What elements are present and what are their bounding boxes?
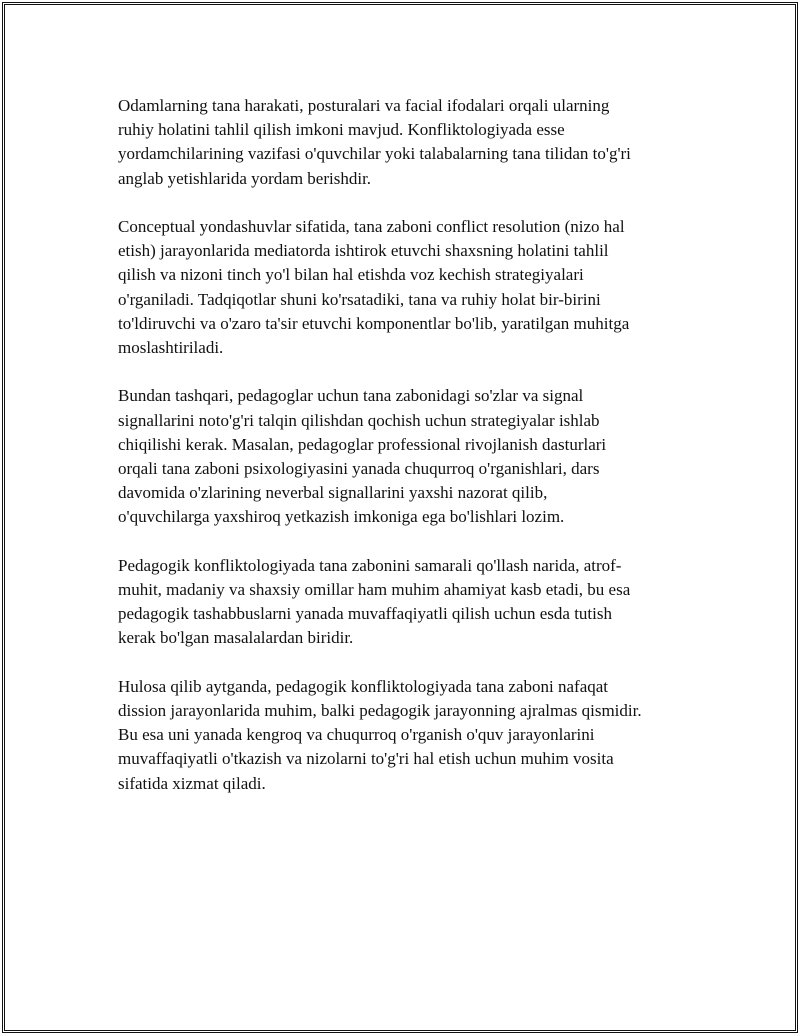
- text-line: moslashtiriladi.: [118, 338, 224, 358]
- text-line: orqali tana zaboni psixologiyasini yanada chuqurroq o'rganishlari, dars: [118, 459, 600, 479]
- text-line: to'ldiruvchi va o'zaro ta'sir etuvchi komponentlar bo'lib, yaratilgan muhitga: [118, 313, 630, 333]
- text-line: o'quvchilarga yaxshiroq yetkazish imkoniga ega bo'lishlari lozim.: [118, 507, 565, 527]
- text-line: Pedagogik konfliktologiyada tana zabonini samarali qo'llash narida, atrof-: [118, 555, 622, 575]
- text-line: kerak bo'lgan masalalardan biridir.: [118, 628, 354, 648]
- text-line: chiqilishi kerak. Masalan, pedagoglar professional rivojlanish dasturlari: [118, 434, 607, 454]
- text-line: Bundan tashqari, pedagoglar uchun tana zabonidagi so'zlar va signal: [118, 386, 584, 406]
- text-line: ruhiy holatini tahlil qilish imkoni mavjud. Konfliktologiyada esse: [118, 120, 565, 140]
- text-line: dission jarayonlarida muhim, balki pedagogik jarayonning ajralmas qismidir.: [118, 701, 642, 721]
- text-line: davomida o'zlarining neverbal signallarini yaxshi nazorat qilib,: [118, 483, 548, 503]
- paragraph-2: [118, 215, 698, 360]
- paragraph-4: [118, 554, 698, 651]
- text-line: Hulosa qilib aytganda, pedagogik konfliktologiyada tana zaboni nafaqat: [118, 676, 609, 696]
- text-line: Odamlarning tana harakati, posturalari va facial ifodalari orqali ularning: [118, 96, 610, 115]
- paragraph-5: [118, 675, 698, 796]
- document-body: [118, 94, 698, 820]
- text-line: muvaffaqiyatli o'tkazish va nizolarni to'g'ri hal etish uchun muhim vosita: [118, 749, 614, 769]
- text-line: sifatida xizmat qiladi.: [118, 773, 266, 793]
- text-line: etish) jarayonlarida mediatorda ishtirok etuvchi shaxsning holatini tahlil: [118, 241, 609, 261]
- text-line: signallarini noto'g'ri talqin qilishdan qochish uchun strategiyalar ishlab: [118, 410, 600, 430]
- text-line: muhit, madaniy va shaxsiy omillar ham muhim ahamiyat kasb etadi, bu esa: [118, 580, 631, 600]
- text-line: yordamchilarining vazifasi o'quvchilar yoki talabalarning tana tilidan to'g'ri: [118, 144, 631, 164]
- text-line: anglab yetishlarida yordam berishdir.: [118, 168, 372, 188]
- text-line: Conceptual yondashuvlar sifatida, tana zaboni conflict resolution (nizo hal: [118, 217, 625, 236]
- text-line: Bu esa uni yanada kengroq va chuqurroq o'rganish o'quv jarayonlarini: [118, 725, 595, 745]
- paragraph-1: [118, 94, 698, 191]
- text-line: o'rganiladi. Tadqiqotlar shuni ko'rsatadiki, tana va ruhiy holat bir-birini: [118, 289, 601, 309]
- text-line: qilish va nizoni tinch yo'l bilan hal etishda voz kechish strategiyalari: [118, 265, 584, 285]
- paragraph-3: [118, 384, 698, 529]
- text-line: pedagogik tashabbuslarni yanada muvaffaqiyatli qilish uchun esda tutish: [118, 604, 612, 624]
